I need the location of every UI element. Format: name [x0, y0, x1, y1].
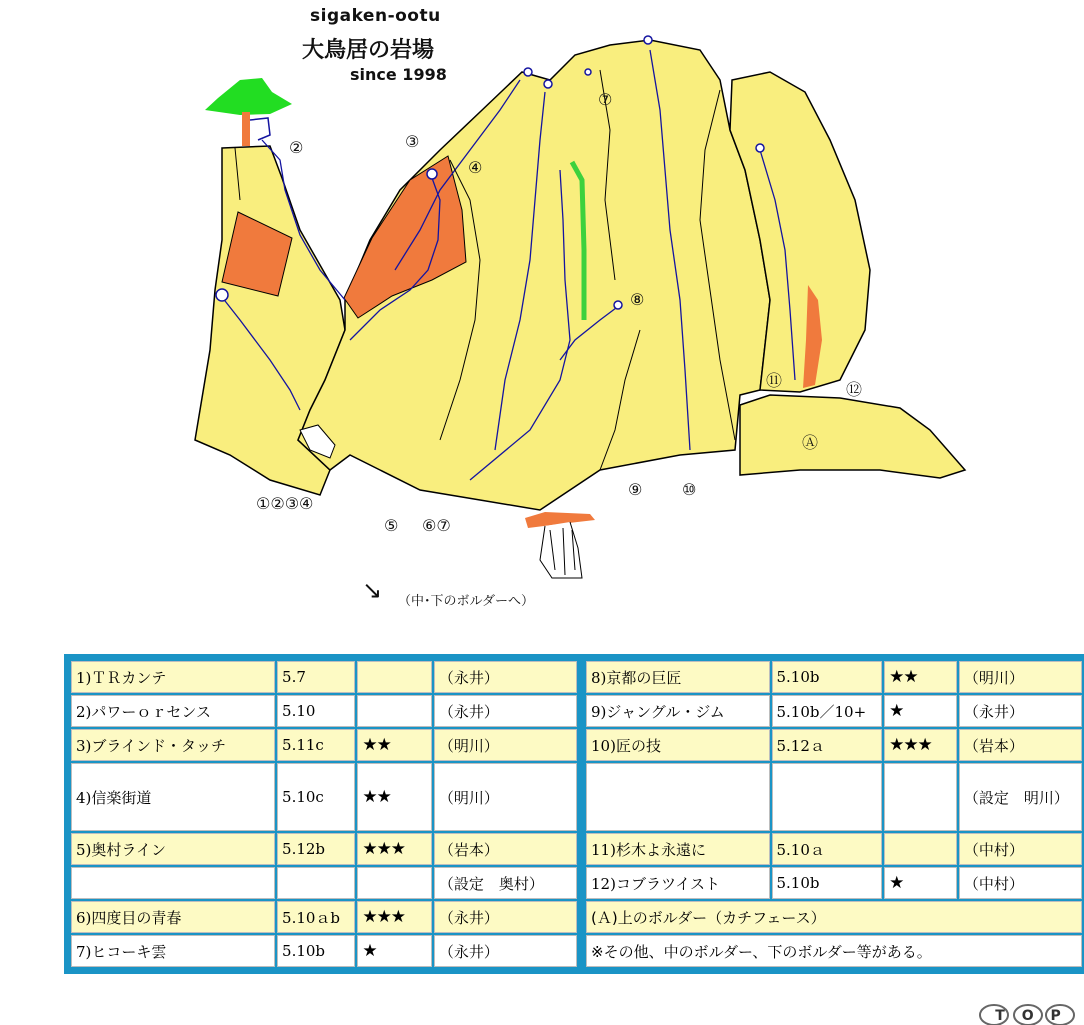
route-name: 6)四度目の青春	[71, 901, 275, 933]
route-name: 11)杉木よ永遠に	[586, 833, 770, 865]
note-row	[586, 901, 1082, 933]
route-number-10: ⑩	[682, 480, 697, 499]
route-table-right	[579, 654, 1084, 974]
route-number-8: ⑧	[630, 290, 645, 309]
route-name: 10)匠の技	[586, 729, 770, 761]
route-number-12: ⑫	[846, 380, 863, 399]
tree-top-left	[205, 78, 292, 146]
route-grade	[277, 867, 355, 899]
route-setter: （永井）	[434, 661, 577, 693]
top-link-button[interactable]	[976, 1002, 1076, 1025]
note-row	[586, 935, 1082, 967]
route-stars: ★★★	[884, 729, 957, 761]
route-row	[71, 867, 577, 899]
route-name	[71, 867, 275, 899]
route-setter: （設定 奥村）	[434, 867, 577, 899]
route-setter: （明川）	[959, 661, 1082, 693]
route-grade	[772, 763, 883, 831]
route-numbers-1-4: ①②③④	[256, 494, 314, 513]
route-number-5: ⑤	[384, 516, 399, 535]
since-label: since 1998	[350, 65, 447, 84]
site-name: sigaken-ootu	[310, 6, 441, 26]
route-grade: 5.11c	[277, 729, 355, 761]
route-grade: 5.10b	[772, 867, 883, 899]
route-setter: （中村）	[959, 867, 1082, 899]
route-grade: 5.10ａb	[277, 901, 355, 933]
tree-bottom	[525, 512, 595, 578]
route-stars	[357, 867, 432, 899]
route-stars: ★★★	[357, 833, 432, 865]
route-stars: ★	[357, 935, 432, 967]
route-number-4: ④	[468, 158, 483, 177]
route-number-3: ③	[405, 132, 420, 151]
route-row	[71, 763, 577, 831]
route-row	[586, 867, 1082, 899]
route-grade: 5.10b	[772, 661, 883, 693]
route-grade: 5.12ａ	[772, 729, 883, 761]
route-name: 1)ＴＲカンテ	[71, 661, 275, 693]
route-stars	[357, 661, 432, 693]
route-grade: 5.10	[277, 695, 355, 727]
route-name	[586, 763, 770, 831]
route-name: 2)パワーｏｒセンス	[71, 695, 275, 727]
route-stars	[357, 695, 432, 727]
route-grade: 5.10ａ	[772, 833, 883, 865]
route-setter: （永井）	[434, 901, 577, 933]
route-row	[586, 763, 1082, 831]
route-row	[71, 833, 577, 865]
route-row	[586, 833, 1082, 865]
note-text: (Ａ)上のボルダー（カチフェース）	[586, 901, 1082, 933]
route-grade: 5.12b	[277, 833, 355, 865]
route-name: 3)ブラインド・タッチ	[71, 729, 275, 761]
route-number-7: ⑦	[598, 90, 613, 109]
route-setter: （岩本）	[959, 729, 1082, 761]
boulder-a-label: Ⓐ	[802, 433, 819, 452]
route-row	[71, 661, 577, 693]
route-stars	[884, 763, 957, 831]
route-name: 9)ジャングル・ジム	[586, 695, 770, 727]
top-link-label[interactable]: T O P	[995, 1008, 1061, 1024]
route-number-2: ②	[289, 138, 304, 157]
route-row	[71, 695, 577, 727]
route-setter: （中村）	[959, 833, 1082, 865]
route-grade: 5.7	[277, 661, 355, 693]
route-setter: （永井）	[434, 695, 577, 727]
route-row	[71, 935, 577, 967]
route-setter: （岩本）	[434, 833, 577, 865]
boulder-a	[740, 395, 965, 478]
route-stars: ★★★	[357, 901, 432, 933]
route-stars: ★	[884, 867, 957, 899]
route-stars	[884, 833, 957, 865]
route-number-11: ⑪	[766, 371, 783, 390]
route-table-left	[64, 654, 584, 974]
route-name: 7)ヒコーキ雲	[71, 935, 275, 967]
boulder-direction-caption: （中･下のボルダーへ）	[398, 594, 534, 609]
route-setter: （明川）	[434, 763, 577, 831]
route-name: 8)京都の巨匠	[586, 661, 770, 693]
route-row	[586, 729, 1082, 761]
route-stars: ★★	[357, 729, 432, 761]
arrow-icon: ↘	[362, 576, 383, 604]
route-number-9: ⑨	[628, 480, 643, 499]
route-setter: （設定 明川）	[959, 763, 1082, 831]
route-stars: ★★	[357, 763, 432, 831]
route-setter: （永井）	[434, 935, 577, 967]
note-text: ※その他、中のボルダー、下のボルダー等がある。	[586, 935, 1082, 967]
route-row	[586, 695, 1082, 727]
route-row	[71, 901, 577, 933]
route-name: 5)奥村ライン	[71, 833, 275, 865]
route-setter: （永井）	[959, 695, 1082, 727]
route-grade: 5.10b	[277, 935, 355, 967]
route-row	[586, 661, 1082, 693]
route-name: 4)信楽街道	[71, 763, 275, 831]
route-name: 12)コブラツイスト	[586, 867, 770, 899]
route-stars: ★★	[884, 661, 957, 693]
route-grade: 5.10b／10+	[772, 695, 883, 727]
route-row	[71, 729, 577, 761]
route-numbers-6-7: ⑥⑦	[422, 516, 451, 535]
route-stars: ★	[884, 695, 957, 727]
route-grade: 5.10c	[277, 763, 355, 831]
page-title: 大鳥居の岩場	[302, 38, 435, 63]
route-setter: （明川）	[434, 729, 577, 761]
